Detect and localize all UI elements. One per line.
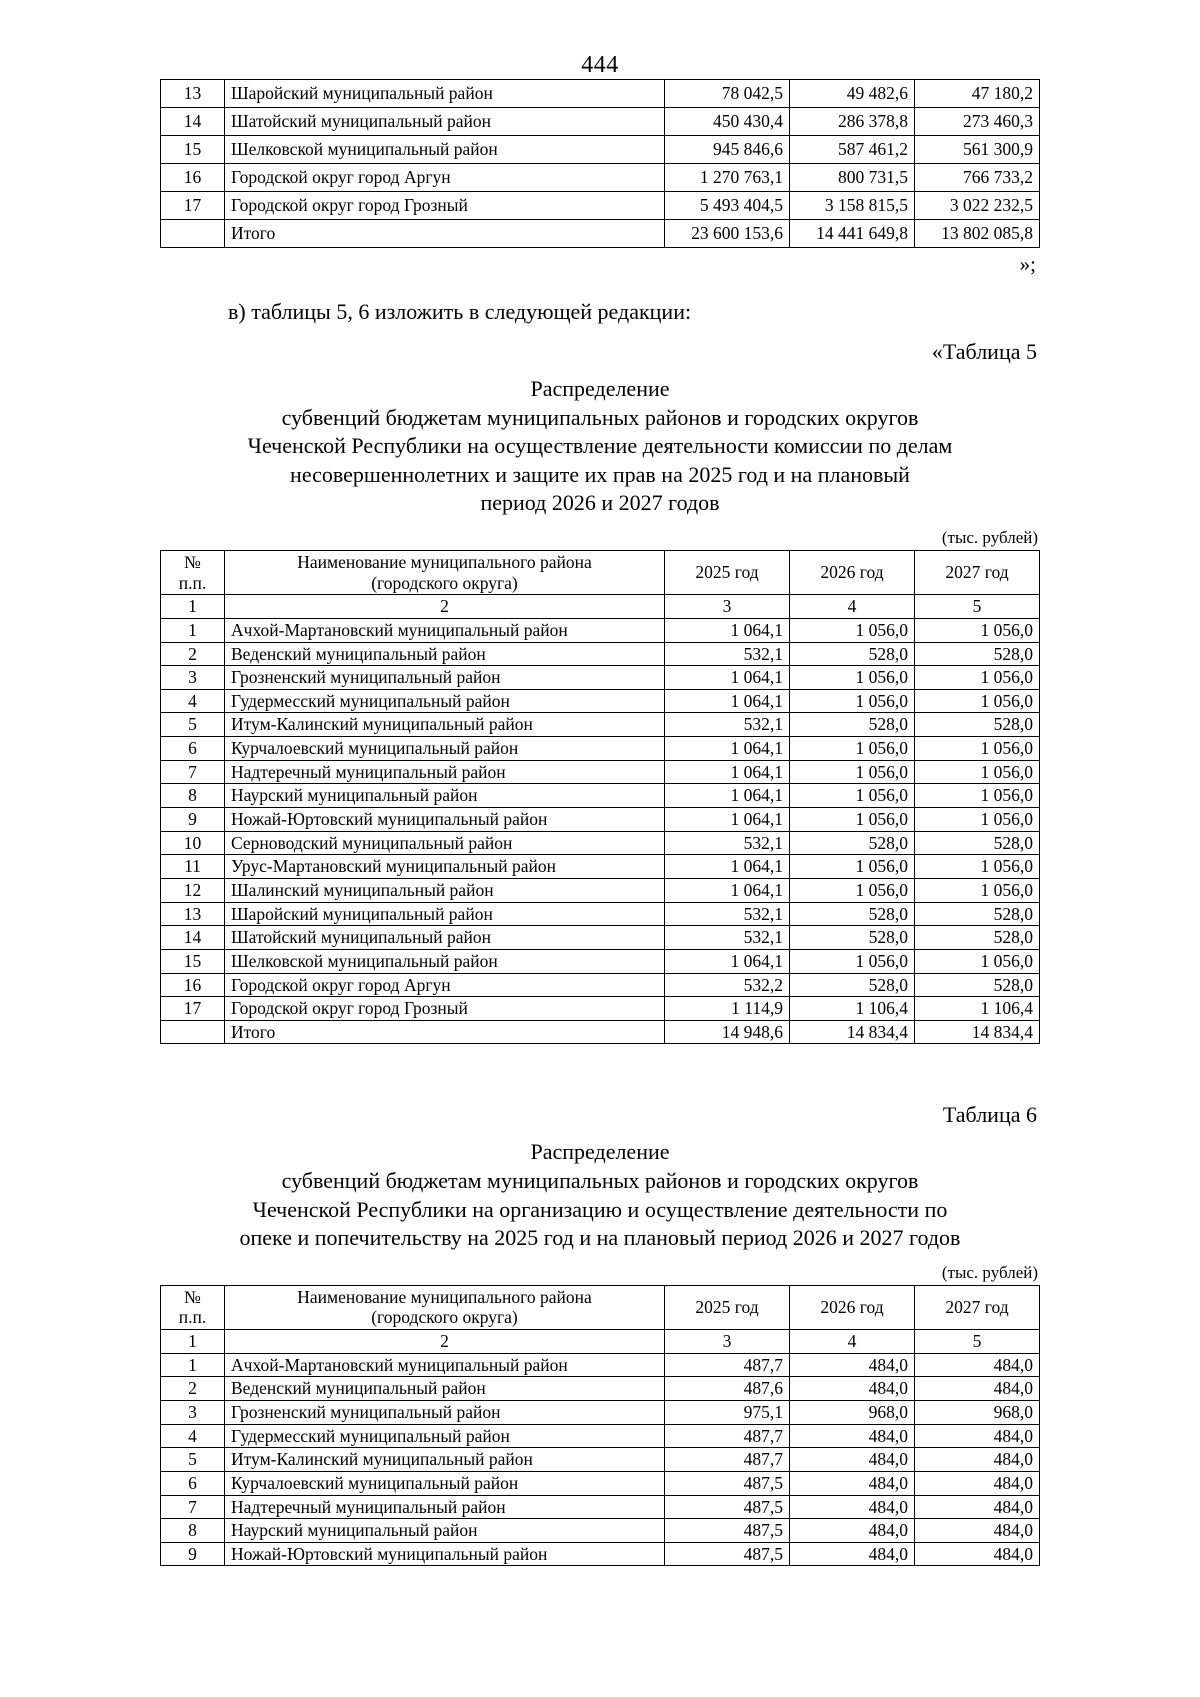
table6-colnumber-row [161,1330,1040,1354]
table5-row-2025: 1 064,1 [665,689,790,713]
table6-colnum-5: 5 [915,1330,1040,1354]
table5-row-2026: 1 056,0 [790,808,915,832]
table-row [161,878,1040,902]
continuation-row-number: 16 [161,164,225,192]
table6-units: (тыс. рублей) [941,1262,1038,1282]
table5-row-2025: 1 064,1 [665,618,790,642]
continuation-row-2026: 49 482,6 [790,80,915,108]
table6-row-number: 2 [161,1377,225,1401]
continuation-row-2027: 3 022 232,5 [915,192,1040,220]
table6-row-2026: 484,0 [790,1377,915,1401]
table5-row-2027: 1 056,0 [915,949,1040,973]
table-row [161,1495,1040,1519]
continuation-row-2027: 766 733,2 [915,164,1040,192]
table-row [161,1377,1040,1401]
table5-row-2027: 14 834,4 [915,1020,1040,1044]
table6-row-2027: 484,0 [915,1448,1040,1472]
continuation-row-2025: 5 493 404,5 [665,192,790,220]
table5-row-number: 13 [161,902,225,926]
table-row [161,713,1040,737]
continuation-row-2025: 23 600 153,6 [665,220,790,248]
table-row [161,618,1040,642]
table5-row-2026: 1 056,0 [790,666,915,690]
continuation-row-number: 17 [161,192,225,220]
table5-colnum-4: 4 [790,595,915,619]
table6-row-number: 5 [161,1448,225,1472]
table5-row-2026: 1 056,0 [790,784,915,808]
table-row [161,1020,1040,1044]
table5-row-2027: 1 056,0 [915,855,1040,879]
table5-row-name: Ножай-Юртовский муниципальный район [225,808,665,832]
table6-row-number: 9 [161,1542,225,1566]
table5-row-2025: 1 114,9 [665,997,790,1021]
table6-row-number: 1 [161,1353,225,1377]
table5-row-number: 17 [161,997,225,1021]
table5-row-2027: 1 056,0 [915,618,1040,642]
continuation-table-body [161,80,1040,248]
table-row [161,831,1040,855]
table5-row-name: Итого [225,1020,665,1044]
table5-row-name: Итум-Калинский муниципальный район [225,713,665,737]
table6-th-name [225,1285,665,1329]
continuation-row-2027: 273 460,3 [915,108,1040,136]
table5-row-2026: 1 056,0 [790,878,915,902]
table5-th-2027: 2027 год [915,550,1040,594]
table6 [160,1285,1040,1567]
table-row [161,760,1040,784]
table5-row-2026: 528,0 [790,713,915,737]
table-row [161,902,1040,926]
continuation-row-2026: 587 461,2 [790,136,915,164]
table6-row-2027: 484,0 [915,1519,1040,1543]
table6-row-2027: 968,0 [915,1401,1040,1425]
table6-row-name: Ножай-Юртовский муниципальный район [225,1542,665,1566]
table5-row-2025: 1 064,1 [665,784,790,808]
continuation-row-2025: 945 846,6 [665,136,790,164]
continuation-row-2026: 286 378,8 [790,108,915,136]
continuation-row-2025: 450 430,4 [665,108,790,136]
continuation-row-2025: 78 042,5 [665,80,790,108]
table-row [161,164,1040,192]
table5-th-number-line1: № [184,551,201,572]
table5-row-2025: 1 064,1 [665,855,790,879]
table-row [161,926,1040,950]
table5-row-2025: 532,2 [665,973,790,997]
table5-row-name: Шаройский муниципальный район [225,902,665,926]
table5-th-2026: 2026 год [790,550,915,594]
table5-row-name: Наурский муниципальный район [225,784,665,808]
table5-row-2025: 532,1 [665,831,790,855]
table5-row-number: 4 [161,689,225,713]
table5-th-name-line2: (городского округа) [371,572,518,593]
table6-row-number: 6 [161,1471,225,1495]
continuation-row-name: Городской округ город Грозный [225,192,665,220]
page-number: 444 [581,52,619,78]
table-row [161,689,1040,713]
table6-row-name: Гудермесский муниципальный район [225,1424,665,1448]
table5-row-2027: 1 056,0 [915,689,1040,713]
table5-row-2025: 532,1 [665,902,790,926]
table5-row-number: 1 [161,618,225,642]
table-row [161,220,1040,248]
table6-title-line-4: опеке и попечительству на 2025 год и на плановый период 2026 и 2027 годов [239,1225,961,1251]
table5-th-number [161,550,225,594]
table5-row-2026: 528,0 [790,831,915,855]
table-row [161,808,1040,832]
continuation-row-name: Городской округ город Аргун [225,164,665,192]
table6-row-2026: 968,0 [790,1401,915,1425]
table5-row-2026: 528,0 [790,973,915,997]
table5-row-2027: 528,0 [915,973,1040,997]
table5-row-name: Шелковской муниципальный район [225,949,665,973]
table6-th-number-line1: № [184,1286,201,1307]
continuation-row-2027: 13 802 085,8 [915,220,1040,248]
table5-units: (тыс. рублей) [941,527,1038,547]
table5-row-number: 2 [161,642,225,666]
table5-colnum-1: 1 [161,595,225,619]
table5-row-name: Урус-Мартановский муниципальный район [225,855,665,879]
table5-row-number: 15 [161,949,225,973]
table5-row-number: 16 [161,973,225,997]
table6-row-2026: 484,0 [790,1471,915,1495]
table6-colnum-2: 2 [225,1330,665,1354]
table6-row-2025: 487,5 [665,1542,790,1566]
table5-row-2027: 1 106,4 [915,997,1040,1021]
table5-header-row [161,550,1040,594]
continuation-row-2027: 47 180,2 [915,80,1040,108]
table5-row-2027: 1 056,0 [915,737,1040,761]
table5-body [161,618,1040,1044]
table5-row-2026: 14 834,4 [790,1020,915,1044]
continuation-row-name: Шелковской муниципальный район [225,136,665,164]
table5-row-2025: 14 948,6 [665,1020,790,1044]
table5-row-2027: 528,0 [915,713,1040,737]
table5-th-name [225,550,665,594]
table5-row-name: Шалинский муниципальный район [225,878,665,902]
table-row [161,1448,1040,1472]
table-row [161,784,1040,808]
table6-row-2027: 484,0 [915,1471,1040,1495]
table6-th-2025: 2025 год [665,1285,790,1329]
table5-row-2027: 1 056,0 [915,878,1040,902]
table5-row-number: 11 [161,855,225,879]
table6-row-number: 3 [161,1401,225,1425]
table-row [161,108,1040,136]
table-row [161,1424,1040,1448]
continuation-row-number: 14 [161,108,225,136]
table5-row-number [161,1020,225,1044]
table-row [161,1471,1040,1495]
table5-row-2027: 1 056,0 [915,666,1040,690]
continuation-row-name: Шатойский муниципальный район [225,108,665,136]
table6-row-2026: 484,0 [790,1448,915,1472]
table-row [161,949,1040,973]
table6-title-line-1: Распределение [530,1139,670,1165]
table6-row-2025: 975,1 [665,1401,790,1425]
table5-row-2027: 528,0 [915,831,1040,855]
table5-label: «Таблица 5 [931,339,1037,364]
table5-row-name: Грозненский муниципальный район [225,666,665,690]
table5-head [161,550,1040,618]
table6-row-number: 7 [161,1495,225,1519]
table5-row-2025: 1 064,1 [665,737,790,761]
table5-row-name: Веденский муниципальный район [225,642,665,666]
table5-row-2025: 1 064,1 [665,808,790,832]
table5-row-2026: 1 106,4 [790,997,915,1021]
table6-row-2025: 487,7 [665,1448,790,1472]
table5-row-number: 3 [161,666,225,690]
table5-row-number: 12 [161,878,225,902]
table5-row-name: Ачхой-Мартановский муниципальный район [225,618,665,642]
table-row [161,997,1040,1021]
table6-row-name: Итум-Калинский муниципальный район [225,1448,665,1472]
table5-row-2025: 532,1 [665,642,790,666]
table5-row-2025: 1 064,1 [665,666,790,690]
table5-row-2027: 1 056,0 [915,808,1040,832]
table-row [161,666,1040,690]
table5-th-name-line1: Наименование муниципального района [297,551,592,572]
quote-close-mark: »; [1019,252,1036,276]
table5-title-line-5: период 2026 и 2027 годов [480,490,720,516]
table5-title-line-4: несовершеннолетних и защите их прав на 2025 год и на плановый [290,461,910,487]
table6-header-row [161,1285,1040,1329]
table6-row-name: Грозненский муниципальный район [225,1401,665,1425]
table6-row-name: Веденский муниципальный район [225,1377,665,1401]
table6-th-number [161,1285,225,1329]
table5-row-2027: 528,0 [915,926,1040,950]
continuation-row-name: Шаройский муниципальный район [225,80,665,108]
table6-colnum-1: 1 [161,1330,225,1354]
table5-th-2025: 2025 год [665,550,790,594]
table6-colnum-4: 4 [790,1330,915,1354]
table5-row-name: Гудермесский муниципальный район [225,689,665,713]
table6-th-2026: 2026 год [790,1285,915,1329]
table6-row-2026: 484,0 [790,1519,915,1543]
table5-title [150,375,1050,518]
table5-row-2027: 1 056,0 [915,784,1040,808]
table6-th-name-line2: (городского округа) [371,1307,518,1328]
continuation-row-number [161,220,225,248]
table5-row-2025: 1 064,1 [665,760,790,784]
continuation-row-2027: 561 300,9 [915,136,1040,164]
table5-colnum-2: 2 [225,595,665,619]
table5 [160,550,1040,1044]
table6-row-2026: 484,0 [790,1353,915,1377]
table-row [161,1353,1040,1377]
table6-row-2027: 484,0 [915,1424,1040,1448]
table-row [161,192,1040,220]
continuation-table [160,79,1040,248]
table5-row-number: 6 [161,737,225,761]
table-row [161,1542,1040,1566]
table5-row-2025: 1 064,1 [665,878,790,902]
continuation-row-2026: 3 158 815,5 [790,192,915,220]
table5-th-number-line2: п.п. [178,572,207,593]
table6-body [161,1353,1040,1566]
table5-row-name: Курчалоевский муниципальный район [225,737,665,761]
table5-row-2026: 1 056,0 [790,689,915,713]
table-row [161,855,1040,879]
table5-row-2025: 532,1 [665,713,790,737]
table5-title-line-3: Чеченской Республики на осуществление деятельности комиссии по делам [247,433,953,459]
table6-row-2027: 484,0 [915,1495,1040,1519]
table6-row-2027: 484,0 [915,1377,1040,1401]
table5-row-2027: 528,0 [915,642,1040,666]
table6-th-2027: 2027 год [915,1285,1040,1329]
table5-row-number: 8 [161,784,225,808]
table6-head [161,1285,1040,1353]
table6-row-2025: 487,5 [665,1471,790,1495]
table-row [161,973,1040,997]
table6-row-name: Курчалоевский муниципальный район [225,1471,665,1495]
continuation-row-name: Итого [225,220,665,248]
table5-row-number: 5 [161,713,225,737]
table5-row-2026: 528,0 [790,926,915,950]
table6-title-line-3: Чеченской Республики на организацию и осуществление деятельности по [252,1196,948,1222]
table-row [161,642,1040,666]
table6-row-number: 8 [161,1519,225,1543]
paragraph-v: в) таблицы 5, 6 изложить в следующей редакции: [228,299,692,324]
table6-th-name-line1: Наименование муниципального района [297,1286,592,1307]
table6-row-2025: 487,7 [665,1424,790,1448]
continuation-row-number: 15 [161,136,225,164]
table5-row-2026: 1 056,0 [790,949,915,973]
table-row [161,1519,1040,1543]
table6-row-2025: 487,5 [665,1495,790,1519]
table-row [161,737,1040,761]
table5-row-2026: 1 056,0 [790,855,915,879]
table-row [161,80,1040,108]
table5-row-number: 9 [161,808,225,832]
table5-row-2026: 1 056,0 [790,737,915,761]
table-row [161,136,1040,164]
table5-row-number: 14 [161,926,225,950]
table5-row-number: 10 [161,831,225,855]
table5-row-2026: 1 056,0 [790,760,915,784]
table6-row-2025: 487,7 [665,1353,790,1377]
table5-row-2026: 528,0 [790,642,915,666]
continuation-row-2026: 800 731,5 [790,164,915,192]
table5-row-number: 7 [161,760,225,784]
table5-row-name: Городской округ город Аргун [225,973,665,997]
table5-row-name: Шатойский муниципальный район [225,926,665,950]
table6-row-2027: 484,0 [915,1542,1040,1566]
table6-row-2027: 484,0 [915,1353,1040,1377]
table5-colnumber-row [161,595,1040,619]
table6-row-2026: 484,0 [790,1495,915,1519]
table5-row-2026: 528,0 [790,902,915,926]
table6-title [150,1138,1050,1252]
continuation-row-2026: 14 441 649,8 [790,220,915,248]
table5-row-2027: 528,0 [915,902,1040,926]
table6-colnum-3: 3 [665,1330,790,1354]
table6-row-2025: 487,5 [665,1519,790,1543]
table-row [161,1401,1040,1425]
table5-row-2027: 1 056,0 [915,760,1040,784]
table6-row-2025: 487,6 [665,1377,790,1401]
table5-title-line-2: субвенций бюджетам муниципальных районов и городских округов [281,404,919,430]
table5-colnum-3: 3 [665,595,790,619]
table5-row-2025: 532,1 [665,926,790,950]
continuation-row-2025: 1 270 763,1 [665,164,790,192]
table5-row-name: Городской округ город Грозный [225,997,665,1021]
table5-row-2025: 1 064,1 [665,949,790,973]
table6-label: Таблица 6 [942,1102,1037,1128]
table6-row-name: Надтеречный муниципальный район [225,1495,665,1519]
table5-row-2026: 1 056,0 [790,618,915,642]
table5-title-line-1: Распределение [530,376,670,401]
table5-row-name: Надтеречный муниципальный район [225,760,665,784]
table6-title-line-2: субвенций бюджетам муниципальных районов и городских округов [281,1168,919,1194]
table6-row-2026: 484,0 [790,1424,915,1448]
continuation-row-number: 13 [161,80,225,108]
table5-colnum-5: 5 [915,595,1040,619]
table6-th-number-line2: п.п. [178,1307,207,1328]
table6-row-number: 4 [161,1424,225,1448]
table5-row-name: Серноводский муниципальный район [225,831,665,855]
table6-row-name: Наурский муниципальный район [225,1519,665,1543]
table6-row-2026: 484,0 [790,1542,915,1566]
table6-row-name: Ачхой-Мартановский муниципальный район [225,1353,665,1377]
